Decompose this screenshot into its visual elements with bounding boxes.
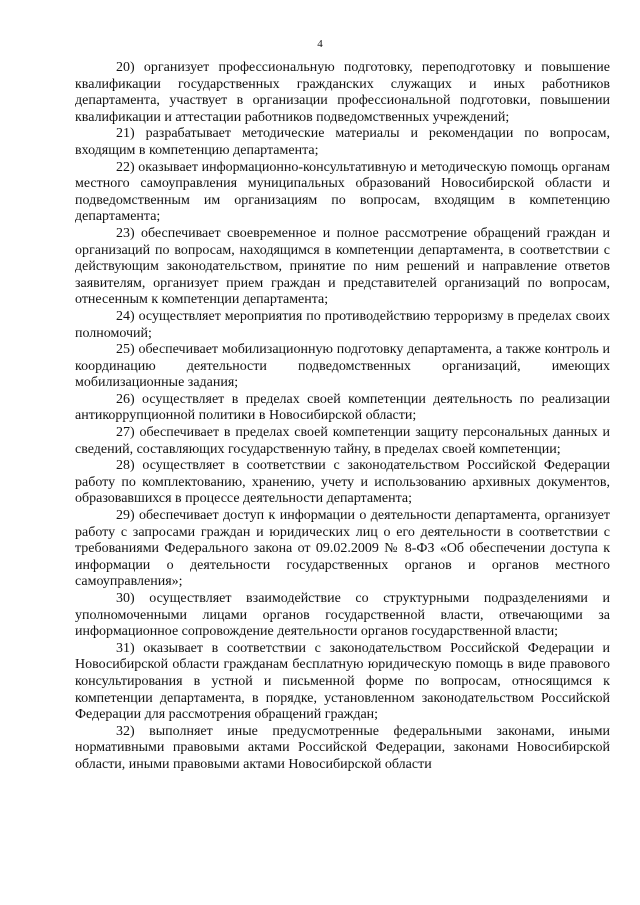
paragraph-item-31: 31) оказывает в соответствии с законодательством Российской Федерации и Новосибирской области гражданам бесплатную юридическую помощь в виде правового консультирования в устной и письменной форме по вопросам, относящимся к компетенции департамента, в порядке, установленном законодательством Российской Федерации для рассмотрения обращений граждан; xyxy=(75,640,610,723)
paragraph-item-23: 23) обеспечивает своевременное и полное рассмотрение обращений граждан и организаций по вопросам, находящимся в компетенции департамента, в соответствии с действующим законодательством, принятие по ним решений и направление ответов заявителям, организует прием граждан и представителей организаций по вопросам, отнесенным к компетенции департамента; xyxy=(75,225,610,308)
paragraph-item-21: 21) разрабатывает методические материалы и рекомендации по вопросам, входящим в компетенцию департамента; xyxy=(75,126,610,158)
paragraph-item-29: 29) обеспечивает доступ к информации о деятельности департамента, организует работу с запросами граждан и юридических лиц о его деятельности в соответствии с требованиями Федерального закона от 09.02.2009 № 8-ФЗ «Об обеспечении доступа к информации о деятельности государственных органов и органов местного самоуправления»; xyxy=(75,508,610,590)
paragraph-item-28: 28) осуществляет в соответствии с законодательством Российской Федерации работу по комплектованию, хранению, учету и использованию архивных документов, образовавшихся в процессе деятельности департамента; xyxy=(75,458,610,507)
paragraph-item-26: 26) осуществляет в пределах своей компетенции деятельность по реализации антикоррупционной политики в Новосибирской области; xyxy=(75,391,610,424)
paragraph-item-22: 22) оказывает информационно-консультативную и методическую помощь органам местного самоуправления муниципальных образований Новосибирской области и подведомственным им организациям по вопросам, входящим в компетенцию департамента; xyxy=(75,159,610,225)
document-body xyxy=(75,60,610,774)
paragraph-item-25: 25) обеспечивает мобилизационную подготовку департамента, а также контроль и координацию деятельности подведомственных организаций, имеющих мобилизационные задания; xyxy=(75,342,610,391)
paragraph-item-30: 30) осуществляет взаимодействие со структурными подразделениями и уполномоченными лицами органов государственной власти, отвечающими за информационное сопровождение деятельности органов государственной власти; xyxy=(75,591,610,640)
paragraph-item-27: 27) обеспечивает в пределах своей компетенции защиту персональных данных и сведений, составляющих государственную тайну, в пределах своей компетенции; xyxy=(75,425,610,457)
page-number: 4 xyxy=(317,38,323,50)
paragraph-item-24: 24) осуществляет мероприятия по противодействию терроризму в пределах своих полномочий; xyxy=(75,308,610,341)
paragraph-item-32: 32) выполняет иные предусмотренные федеральными законами, иными нормативными правовыми актами Российской Федерации, законами Новосибирской области, иными правовыми актами Новосибирской области xyxy=(75,723,610,772)
paragraph-item-20: 20) организует профессиональную подготовку, переподготовку и повышение квалификации государственных гражданских служащих и иных работников департамента, участвует в организации профессиональной подготовки, повышении квалификации и аттестации работников подведомственных учреждений; xyxy=(75,60,610,125)
